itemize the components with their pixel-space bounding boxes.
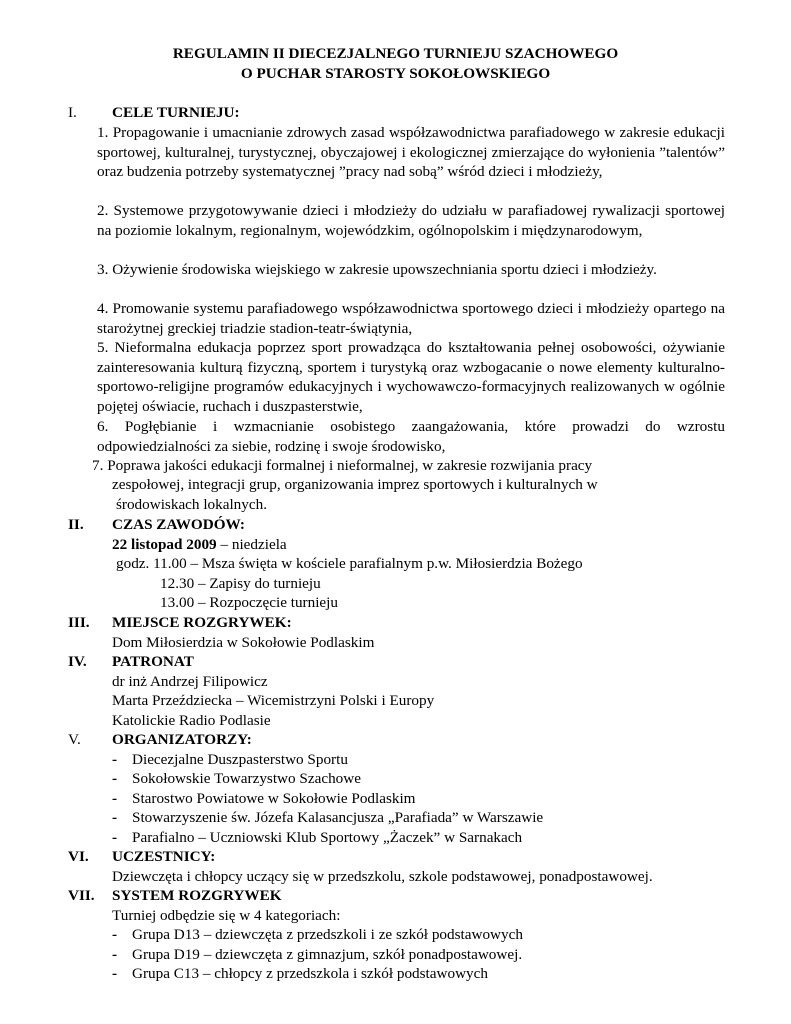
section-heading: UCZESTNICY:: [112, 848, 216, 865]
section-heading: CELE TURNIEJU:: [112, 104, 240, 121]
organizer-item: [112, 828, 522, 848]
goal-item-5: 5. Nieformalna edukacja poprzez sport prowadząca do kształtowania pełnej osobowości, ożywianie zainteresowania kulturą fizyczną, sportem i turystyką oraz wzbogacanie o nowe elementy kulturalno-sportowo-religijne programów edukacyjnych i wychowawczo-formacyjnych realizowanych w ogólnie pojętej oświacie, ruchach i duszpasterstwie,: [97, 339, 725, 415]
schedule-item-registration: 12.30 – Zapisy do turnieju: [160, 575, 321, 592]
organizer-name: Stowarzyszenie św. Józefa Kalasancjusza „Parafiada” w Warszawie: [132, 809, 544, 826]
patron-2: Marta Przeździecka – Wicemistrzyni Polski i Europy: [112, 692, 435, 709]
category-name: Grupa C13 – chłopcy z przedszkola i szkół podstawowych: [132, 965, 488, 982]
section-heading: ORGANIZATORZY:: [112, 731, 252, 748]
goal-item-7-line3: środowiskach lokalnych.: [116, 496, 267, 513]
organizer-item: [112, 808, 543, 828]
list-dash: -: [112, 829, 118, 846]
goal-item-1: 1. Propagowanie i umacnianie zdrowych zasad współzawodnictwa parafiadowego w zakresie edukacji sportowej, kulturalnej, turystycznej, obyczajowej i ekologicznej zmierzające do wyłonienia ”talentów” oraz budzenia potrzeby systematycznej ”pracy nad sobą” wśród dzieci i młodzieży,: [97, 124, 725, 181]
goal-item-7-line1: 7. Poprawa jakości edukacji formalnej i nieformalnej, w zakresie rozwijania pracy: [92, 457, 593, 474]
list-dash: -: [112, 809, 118, 826]
section-heading: CZAS ZAWODÓW:: [112, 516, 245, 533]
list-dash: -: [112, 926, 118, 943]
goal-item-7-line2: zespołowej, integracji grup, organizowania imprez sportowych i kulturalnych w: [112, 476, 598, 493]
organizer-item: [112, 769, 361, 789]
section-numeral: I.: [68, 104, 77, 121]
organizer-name: Sokołowskie Towarzystwo Szachowe: [132, 770, 361, 787]
category-name: Grupa D13 – dziewczęta z przedszkoli i ze szkół podstawowych: [132, 926, 523, 943]
event-date: [112, 535, 287, 555]
category-item: [112, 964, 488, 984]
organizer-name: Diecezjalne Duszpasterstwo Sportu: [132, 751, 348, 768]
schedule-item-start: 13.00 – Rozpoczęcie turnieju: [160, 594, 338, 611]
patron-1: dr inż Andrzej Filipowicz: [112, 673, 268, 690]
goal-item-6: 6. Pogłębianie i wzmacnianie osobistego zaangażowania, które prowadzi do wzrostu odpowiedzialności za siebie, rodzinę i swoje środowisko,: [97, 418, 725, 455]
category-item: [112, 945, 522, 965]
list-dash: -: [112, 770, 118, 787]
organizer-item: [112, 750, 348, 770]
venue-text: Dom Miłosierdzia w Sokołowie Podlaskim: [112, 634, 375, 651]
list-dash: -: [112, 946, 118, 963]
document-title-line1: REGULAMIN II DIECEZJALNEGO TURNIEJU SZACHOWEGO: [172, 45, 619, 62]
event-date-value: 22 listopad 2009: [112, 536, 217, 553]
section-numeral: IV.: [68, 653, 87, 670]
section-heading: PATRONAT: [112, 653, 194, 670]
section-numeral: VII.: [68, 887, 95, 904]
section-numeral: II.: [68, 516, 84, 533]
section-numeral: III.: [68, 614, 90, 631]
schedule-item-mass: godz. 11.00 – Msza święta w kościele parafialnym p.w. Miłosierdzia Bożego: [116, 555, 583, 572]
list-dash: -: [112, 751, 118, 768]
section-heading: MIEJSCE ROZGRYWEK:: [112, 614, 292, 631]
section-heading: SYSTEM ROZGRYWEK: [112, 887, 282, 904]
category-item: [112, 925, 523, 945]
goal-item-4: 4. Promowanie systemu parafiadowego współzawodnictwa sportowego dzieci i młodzieży opartego na starożytnej greckiej triadzie stadion-teatr-świątynia,: [97, 300, 725, 337]
list-dash: -: [112, 790, 118, 807]
system-intro: Turniej odbędzie się w 4 kategoriach:: [112, 907, 341, 924]
patron-3: Katolickie Radio Podlasie: [112, 712, 271, 729]
list-dash: -: [112, 965, 118, 982]
event-day: – niedziela: [216, 536, 287, 553]
document-title-line2: O PUCHAR STAROSTY SOKOŁOWSKIEGO: [240, 65, 551, 82]
goal-item-2: 2. Systemowe przygotowywanie dzieci i młodzieży do udziału w parafiadowej rywalizacji sportowej na poziomie lokalnym, regionalnym, wojewódzkim, ogólnopolskim i międzynarodowym,: [97, 202, 725, 239]
section-numeral: VI.: [68, 848, 89, 865]
section-numeral: V.: [68, 731, 81, 748]
category-name: Grupa D19 – dziewczęta z gimnazjum, szkół ponadpostawowej.: [132, 946, 523, 963]
goal-item-3: 3. Ożywienie środowiska wiejskiego w zakresie upowszechniania sportu dzieci i młodzieży.: [97, 261, 657, 278]
organizer-name: Parafialno – Uczniowski Klub Sportowy „Żaczek” w Sarnakach: [132, 829, 523, 846]
organizer-name: Starostwo Powiatowe w Sokołowie Podlaskim: [132, 790, 416, 807]
participants-text: Dziewczęta i chłopcy uczący się w przedszkolu, szkole podstawowej, ponadpostawowej.: [112, 868, 653, 885]
organizer-item: [112, 789, 416, 809]
